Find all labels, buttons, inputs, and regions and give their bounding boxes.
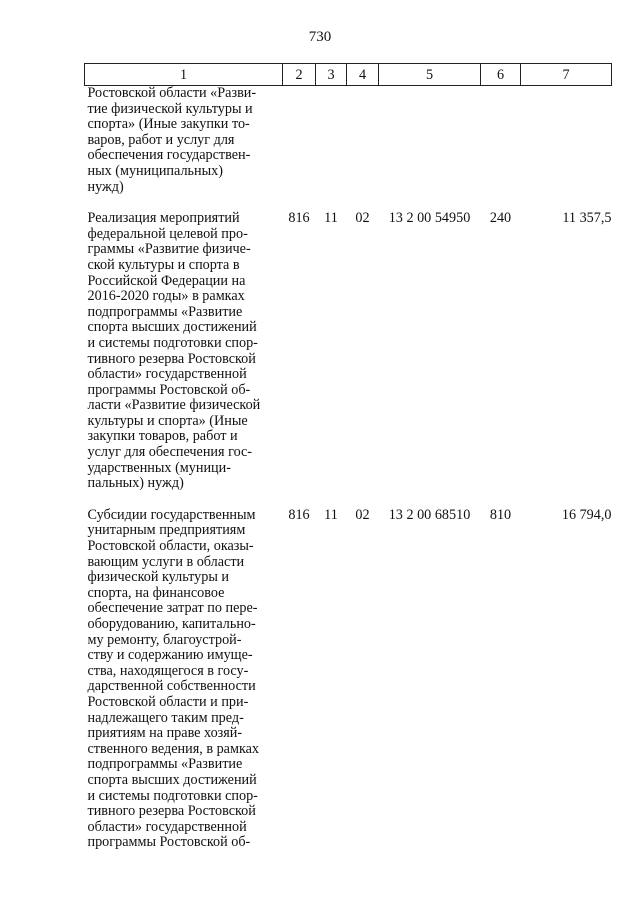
expense-type-cell: 810 [489,506,512,523]
column-header-7: 7 [521,64,612,86]
section-code-cell: 11 [324,210,338,227]
admin-code-cell [283,86,316,196]
row-description: Ростовской области «Разви- тие физической культуры и спорта» (Иные закупки то- варов, работ и услуг для обеспечения государствен- ных (муниципальных) нужд) [87,85,257,195]
budget-table [84,63,612,851]
row-description-cell [85,508,283,851]
section-code-cell: 11 [324,506,338,523]
column-header-2: 2 [283,64,316,86]
expense-type-cell [481,86,521,196]
page-number: 730 [308,29,332,45]
row-spacer-cell [85,492,612,508]
row-spacer [85,195,612,211]
target-article-cell: 13 2 00 54950 [388,210,471,227]
row-spacer-cell [85,195,612,211]
row-spacer [85,492,612,508]
amount-cell [521,86,612,196]
amount-cell: 11 357,5 [562,210,612,227]
column-header-3: 3 [316,64,347,86]
target-article-cell [379,86,481,196]
column-header-4: 4 [347,64,379,86]
section-code-cell [316,86,347,196]
column-number-header-row [85,64,612,86]
subsection-code-cell [347,86,379,196]
row-description-cell [85,211,283,492]
row-description-cell [85,86,283,196]
table-row [85,86,612,196]
column-header-1: 1 [85,64,283,86]
column-header-6: 6 [481,64,521,86]
row-description: Субсидии государственным унитарным предприятиям Ростовской области, оказы- вающим услуги в области физической культуры и спорта, на финансовое обеспечение затрат по пере- оборудованию, капитально- му ремонту, благоустрой- ству и содержанию имуще- ства, находящегося в госу- дарственной собственности Ростовской области и при- надлежащего таким пред- приятиям на праве хозяй- ственного ведения, в рамках подпрограммы «Развитие спорта высших достижений и системы подготовки спор- тивного резерва Ростовской области» государственной программы Ростовской об- [87,506,260,851]
table-row [85,508,612,851]
column-header-5: 5 [379,64,481,86]
table-row [85,211,612,492]
admin-code-cell: 816 [288,210,310,227]
admin-code-cell: 816 [288,506,310,523]
amount-cell: 16 794,0 [561,506,612,523]
expense-type-cell: 240 [489,210,512,227]
target-article-cell: 13 2 00 68510 [388,506,471,523]
row-description: Реализация мероприятий федеральной целевой про- граммы «Развитие физиче- ской культуры и спорта в Российской Федерации на 2016-2020 годы» в рамках подпрограммы «Развитие спорта высших достижений и системы подготовки спор- тивного резерва Ростовской области» государственной программы Ростовской об- ласти «Развитие физической культуры и спорта» (Иные закупки товаров, работ и услуг для обеспечения гос- ударственных (муници- пальных) нужд) [87,210,261,492]
subsection-code-cell: 02 [355,506,370,523]
subsection-code-cell: 02 [355,210,370,227]
